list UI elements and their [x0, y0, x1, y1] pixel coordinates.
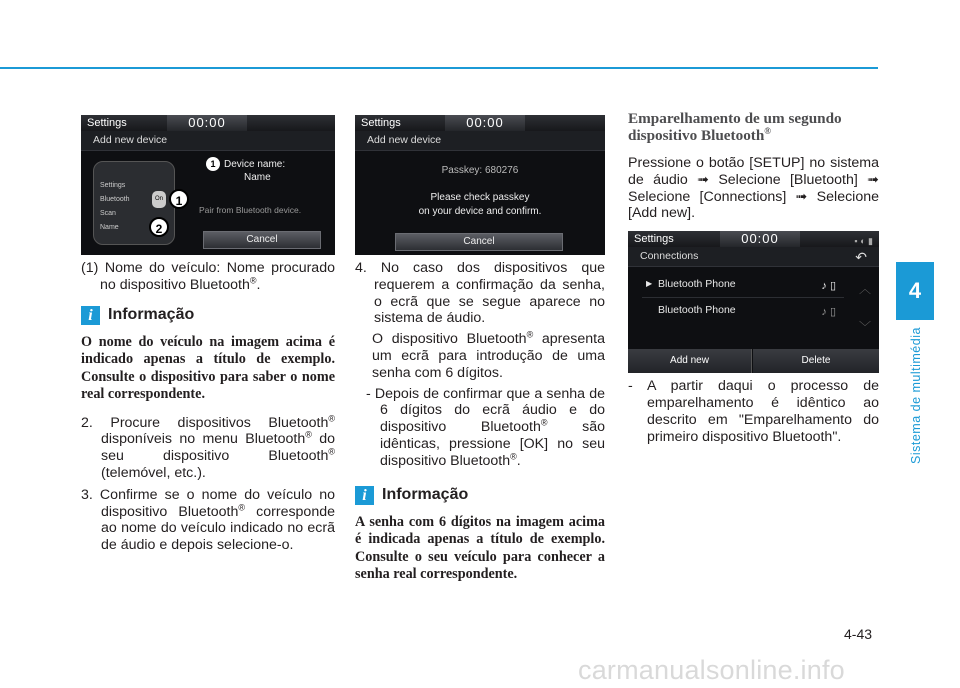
step-3-a: 3. Confirme se o nome do veículo no dispositivo Bluetooth — [81, 486, 335, 520]
info-icon: i — [81, 306, 100, 325]
phone-settings-label: Settings — [100, 182, 126, 189]
music-note-icon: ♪ ▯ — [821, 280, 836, 293]
device-paragraph — [355, 331, 605, 381]
header-rule — [0, 67, 878, 69]
chevron-up-icon[interactable]: ︿ — [858, 282, 871, 297]
back-arrow-icon[interactable]: ↶ — [855, 249, 867, 266]
screen-header — [628, 247, 879, 267]
clock: 00:00 — [720, 231, 800, 247]
screen-add-device — [81, 115, 335, 255]
add-new-button[interactable]: Add new — [628, 349, 752, 373]
clock: 00:00 — [445, 115, 525, 131]
reg-mark: ® — [328, 446, 335, 457]
device-name-label: Device name: — [224, 159, 286, 170]
step-3-b: corresponde ao nome do veículo indicado no ecrã de áudio e depois selecione-o. — [101, 503, 335, 554]
dash-item — [355, 386, 605, 470]
chapter-tab — [896, 262, 934, 320]
page-number: 4-43 — [844, 626, 873, 642]
pairing-note: - A partir daqui o processo de emparelhamento é idêntico ao descrito em "Emparelhamento do primeiro dispositivo Bluetooth". — [628, 378, 879, 445]
screen-header: Add new device — [81, 131, 335, 151]
cancel-button[interactable]: Cancel — [395, 233, 563, 251]
row-divider — [642, 297, 844, 298]
step-2-c: do seu dispositivo Bluetooth — [101, 431, 335, 465]
pair-text: Pair from Bluetooth device. — [199, 205, 302, 215]
screen-header: Add new device — [355, 131, 605, 151]
dash-b: são idênticas, pressione [OK] no seu dispositivo Bluetooth — [380, 419, 605, 469]
info-heading-1 — [81, 306, 335, 325]
step-2 — [81, 412, 335, 482]
callout-1-small: 1 — [206, 157, 220, 171]
bluetooth-phone-row-1[interactable] — [642, 273, 844, 295]
phone-name-label: Name — [100, 224, 119, 231]
check-line-1: Please check passkey — [430, 192, 530, 203]
passkey-text: Passkey: 680276 — [441, 165, 519, 176]
device-name-value: Name — [244, 172, 271, 183]
step-4: 4. No caso dos dispositivos que requerem a confirmação da senha, o ecrã que se segue aparece no sistema de áudio. — [355, 260, 605, 327]
item-1-text: Nome do veículo: Nome procurado no dispositivo Bluetooth — [100, 260, 335, 293]
column-1 — [81, 115, 335, 554]
phone-2-label: Bluetooth Phone — [658, 303, 736, 316]
info-title: Informação — [108, 305, 195, 323]
phone-scan-label: Scan — [100, 210, 116, 217]
callout-2: 2 — [149, 217, 169, 237]
info-icon: i — [355, 486, 374, 505]
reg-mark: ® — [238, 501, 245, 512]
step-3 — [81, 487, 335, 554]
column-2 — [355, 115, 605, 584]
phone-toggle: On — [152, 191, 166, 208]
info-heading-2 — [355, 486, 605, 505]
screen-title: Settings — [87, 116, 127, 129]
reg-mark: ® — [305, 429, 312, 440]
step-2-a: 2. Procure dispositivos Bluetooth — [81, 414, 329, 431]
status-bar — [628, 231, 879, 247]
info-title: Informação — [382, 485, 469, 503]
dash-c: . — [516, 452, 521, 469]
cancel-button[interactable]: Cancel — [203, 231, 321, 249]
column-3 — [628, 110, 879, 445]
device-paragraph-a: O dispositivo Bluetooth — [372, 331, 527, 348]
status-bar — [81, 115, 335, 131]
device-paragraph-b: apresenta um ecrã para introdução de uma senha com 6 dígitos. — [372, 331, 605, 381]
status-icons: ▪ ◐ ▮ — [854, 236, 873, 247]
setup-instructions: Pressione o botão [SETUP] no sistema de áudio ➟ Selecione [Bluetooth] ➟ Selecione [Connections] ➟ Selecione [Add new]. — [628, 155, 879, 222]
item-1-num: (1) — [81, 260, 99, 276]
reg-mark: ® — [510, 451, 517, 462]
reg-mark: ® — [540, 417, 548, 428]
section-heading-text: Emparelhamento de um segundo dispositivo Bluetooth — [628, 110, 842, 144]
chevron-down-icon[interactable]: ﹀ — [858, 320, 871, 335]
dash-a: - Depois de confirmar que a senha de 6 dígitos do ecrã áudio e do dispositivo Bluetooth — [366, 385, 605, 436]
info-note-1: O nome do veículo na imagem acima é indicado apenas a título de exemplo. Consulte o dispositivo para saber o nome real correspondente. — [81, 333, 335, 403]
reg-mark: ® — [328, 412, 335, 423]
item-1 — [81, 260, 335, 294]
phone-icon: ♪ ▯ — [821, 306, 836, 319]
phone-bluetooth-label: Bluetooth — [100, 196, 130, 203]
screen-header-text: Connections — [640, 250, 699, 263]
reg-mark: ® — [249, 275, 257, 286]
reg-mark: ® — [526, 329, 534, 340]
play-icon: ▶ — [646, 278, 653, 288]
screen-passkey — [355, 115, 605, 255]
reg-mark: ® — [764, 125, 772, 136]
delete-button[interactable]: Delete — [753, 349, 879, 373]
section-heading — [628, 110, 879, 144]
watermark: carmanualsonline.info — [578, 655, 845, 685]
screen-title: Settings — [634, 232, 674, 245]
step-2-d: (telemóvel, etc.). — [101, 464, 206, 481]
status-bar — [355, 115, 605, 131]
info-note-2: A senha com 6 dígitos na imagem acima é indicada apenas a título de exemplo. Consulte o seu veículo para conhecer a senha real correspondente. — [355, 513, 605, 583]
step-2-b: disponíveis no menu Bluetooth — [101, 431, 306, 448]
screen-title: Settings — [361, 116, 401, 129]
phone-1-label: Bluetooth Phone — [658, 277, 736, 290]
chapter-title: Sistema de multimédia — [909, 327, 923, 464]
callout-1: 1 — [169, 189, 189, 209]
chapter-number: 4 — [908, 278, 922, 303]
check-line-2: on your device and confirm. — [418, 206, 542, 217]
bluetooth-phone-row-2[interactable] — [642, 299, 844, 321]
clock: 00:00 — [167, 115, 247, 131]
screen-connections — [628, 231, 879, 373]
item-1-end: . — [256, 276, 261, 293]
